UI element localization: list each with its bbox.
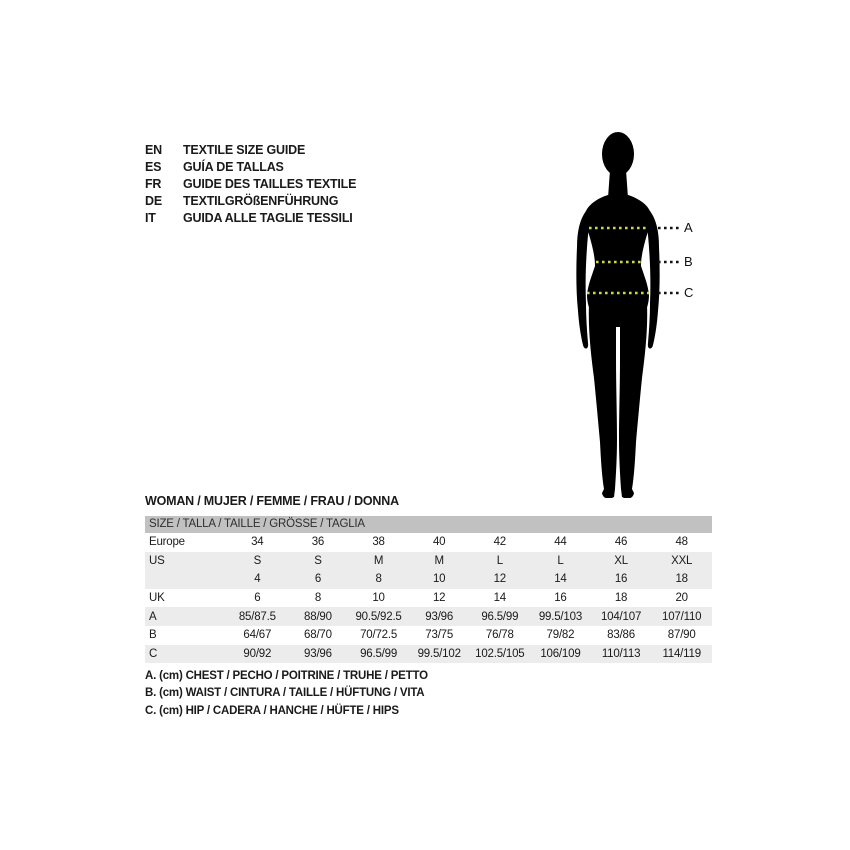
table-row-chest-a: [145, 607, 712, 626]
table-cell: 38: [372, 536, 385, 549]
row-label: C: [149, 647, 158, 660]
table-cell: 4: [254, 573, 261, 586]
table-cell: S: [314, 554, 322, 567]
lang-title: TEXTILGRÖßENFÜHRUNG: [183, 194, 339, 208]
woman-silhouette-icon: [555, 118, 755, 498]
table-cell: 64/67: [243, 629, 272, 642]
table-cell: 42: [493, 536, 507, 549]
lang-code: EN: [145, 143, 162, 157]
table-cell: 46: [614, 536, 628, 549]
measure-label-a: A: [684, 220, 693, 235]
legend-hip: C. (cm) HIP / CADERA / HANCHE / HÜFTE / HIPS: [145, 704, 399, 717]
table-cell: 16: [614, 573, 628, 586]
row-label: [145, 570, 227, 589]
table-row-us-numeric: [145, 570, 712, 589]
table-cell: 90/92: [243, 647, 272, 660]
woman-silhouette-figure: [555, 118, 755, 498]
lang-code: DE: [145, 194, 162, 208]
lang-title: TEXTILE SIZE GUIDE: [183, 143, 306, 157]
table-cell: 76/78: [485, 629, 514, 642]
table-cell: 40: [432, 536, 446, 549]
lang-row-de: [145, 193, 356, 210]
table-cell: XL: [614, 554, 628, 567]
lang-row-en: [145, 142, 356, 159]
table-cell: L: [496, 554, 503, 567]
table-cell: 36: [311, 536, 325, 549]
table-cell: M: [373, 554, 384, 567]
table-cell: 16: [554, 592, 567, 605]
table-cell: 14: [554, 573, 567, 586]
table-cell: 20: [675, 592, 688, 605]
row-label: US: [149, 554, 165, 567]
table-row-uk: [145, 589, 712, 608]
gender-heading: WOMAN / MUJER / FEMME / FRAU / DONNA: [145, 494, 399, 508]
measure-leader-dots: [658, 228, 682, 293]
table-cell: 90.5/92.5: [355, 610, 402, 623]
table-cell: 83/86: [607, 629, 635, 642]
table-cell: 85/87.5: [238, 610, 276, 623]
lang-code: FR: [145, 177, 162, 191]
table-cell: 18: [614, 592, 628, 605]
table-cell: 68/70: [304, 629, 332, 642]
table-cell: 104/107: [600, 610, 642, 623]
table-cell: 6: [314, 573, 322, 586]
table-cell: 114/119: [662, 647, 701, 660]
table-cell: 99.5/102: [417, 647, 461, 660]
row-label: A: [149, 610, 157, 623]
table-cell: 6: [254, 592, 261, 605]
lang-title: GUÍA DE TALLAS: [183, 160, 284, 174]
table-cell: 73/75: [425, 629, 454, 642]
table-row-hip-c: [145, 645, 712, 664]
table-cell: 44: [554, 536, 567, 549]
row-label: Europe: [149, 536, 185, 549]
table-cell: 102.5/105: [475, 647, 525, 660]
table-cell: 8: [314, 592, 322, 605]
table-cell: 99.5/103: [538, 610, 583, 623]
legend-waist: B. (cm) WAIST / CINTURA / TAILLE / HÜFTUNG / VITA: [145, 687, 425, 700]
table-cell: 96.5/99: [360, 647, 398, 660]
legend-chest: A. (cm) CHEST / PECHO / POITRINE / TRUHE / PETTO: [145, 670, 428, 682]
measure-legend: [145, 668, 428, 720]
table-cell: 106/109: [540, 647, 581, 660]
table-cell: 93/96: [304, 647, 332, 660]
measure-label-b: B: [684, 254, 693, 269]
table-cell: 79/82: [546, 629, 575, 642]
table-cell: 34: [251, 536, 264, 549]
language-title-block: [145, 142, 356, 227]
table-row-waist-b: [145, 626, 712, 645]
table-cell: XXL: [671, 554, 693, 567]
size-table-header: SIZE / TALLA / TAILLE / GRÖSSE / TAGLIA: [145, 516, 712, 533]
size-table: [145, 516, 712, 663]
table-cell: 12: [493, 573, 507, 586]
table-cell: 93/96: [425, 610, 454, 623]
lang-code: ES: [145, 160, 162, 174]
lang-title: GUIDE DES TAILLES TEXTILE: [183, 177, 357, 191]
table-cell: 87/90: [667, 629, 696, 642]
lang-row-fr: [145, 176, 356, 193]
table-row-europe: [145, 533, 712, 552]
row-label: B: [149, 629, 157, 642]
table-cell: S: [253, 554, 262, 567]
lang-row-it: [145, 210, 356, 227]
table-cell: 96.5/99: [481, 610, 519, 623]
table-cell: 110/113: [601, 647, 641, 660]
table-cell: 70/72.5: [360, 629, 398, 642]
table-cell: 14: [493, 592, 507, 605]
table-cell: 48: [675, 536, 688, 549]
lang-title: GUIDA ALLE TAGLIE TESSILI: [183, 211, 353, 225]
table-cell: 12: [432, 592, 446, 605]
table-cell: L: [557, 554, 564, 567]
table-cell: 107/110: [662, 610, 702, 623]
table-cell: 88/90: [304, 610, 332, 623]
table-cell: 10: [432, 573, 446, 586]
table-cell: 8: [375, 573, 382, 586]
measure-label-c: C: [684, 285, 694, 300]
lang-row-es: [145, 159, 356, 176]
table-cell: 18: [675, 573, 688, 586]
row-label: UK: [149, 592, 165, 605]
table-cell: M: [434, 554, 444, 567]
size-table-grid: [145, 533, 712, 663]
lang-code: IT: [145, 211, 156, 225]
table-cell: 10: [372, 592, 385, 605]
table-row-us: [145, 552, 712, 571]
